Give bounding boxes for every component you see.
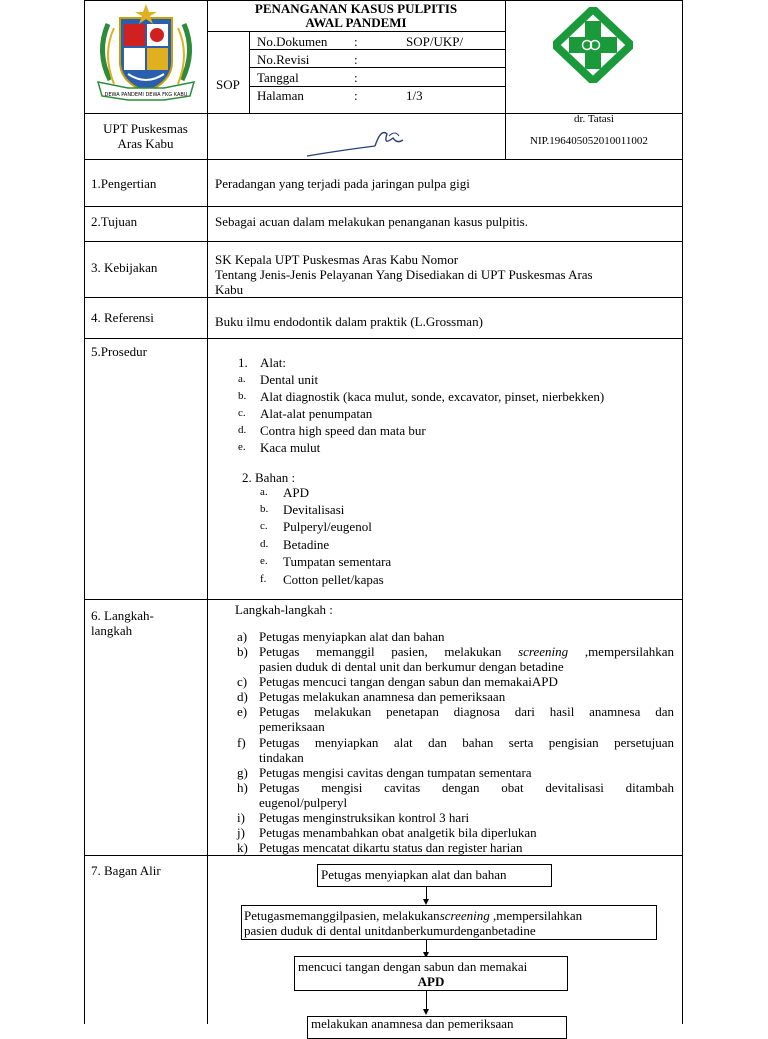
alat-marker: c. xyxy=(238,407,246,419)
bahan-item: Pulperyl/eugenol xyxy=(283,519,372,534)
flow-arrow-2 xyxy=(426,939,427,953)
header-row-label: Tanggal xyxy=(257,70,299,85)
alat-heading-number: 1. xyxy=(238,355,248,370)
label-bagan-alir: 7. Bagan Alir xyxy=(91,863,161,878)
step-marker: c) xyxy=(237,674,248,689)
step-text: Petugas menyiapkan alat dan bahan serta pengisian persetujuan xyxy=(259,735,674,750)
step-marker: i) xyxy=(237,810,245,825)
bahan-item: Cotton pellet/kapas xyxy=(283,572,384,587)
alat-marker: a. xyxy=(238,373,246,385)
flow-box-4: melakukan anamnesa dan pemeriksaan xyxy=(307,1016,567,1039)
flow-arrow-3 xyxy=(426,990,427,1010)
header-row-value: 1/3 xyxy=(406,88,423,103)
step-text-continued: pemeriksaan xyxy=(259,719,325,734)
alat-item: Alat-alat penumpatan xyxy=(260,406,373,421)
bahan-item: APD xyxy=(283,485,310,500)
header-row-colon: : xyxy=(354,70,358,85)
header-row-colon: : xyxy=(354,88,358,103)
step-text: Petugas mencuci tangan dengan sabun dan memakaiAPD xyxy=(259,674,558,689)
step-marker: h) xyxy=(237,780,248,795)
flow-box-1: Petugas menyiapkan alat dan bahan xyxy=(317,864,552,887)
bahan-marker: d. xyxy=(260,538,269,550)
svg-text:DEWA PANDEMI DEWA FKG KABU: DEWA PANDEMI DEWA FKG KABU xyxy=(104,92,188,98)
langkah-heading: Langkah-langkah : xyxy=(235,602,333,617)
header-row-label: Halaman xyxy=(257,88,304,103)
org-name-line2: Aras Kabu xyxy=(117,136,174,151)
step-text: Petugas mengisi cavitas dengan obat devitalisasi ditambah xyxy=(259,780,674,795)
alat-marker: b. xyxy=(238,390,247,402)
text-pengertian: Peradangan yang terjadi pada jaringan pulpa gigi xyxy=(215,176,470,191)
flow-box-2: Petugasmemanggilpasien, melakukanscreening ,mempersilahkan pasien duduk di dental unitdanberkumurdenganbetadine xyxy=(241,905,657,940)
step-text: Petugas menyiapkan alat dan bahan xyxy=(259,629,445,644)
alat-item: Kaca mulut xyxy=(260,440,321,455)
label-kebijakan: 3. Kebijakan xyxy=(91,260,158,275)
bahan-marker: c. xyxy=(260,520,268,532)
label-tujuan: 2.Tujuan xyxy=(91,214,138,229)
step-text: Petugas memanggil pasien, melakukan screening ,mempersilahkan xyxy=(259,644,674,659)
step-marker: k) xyxy=(237,840,248,855)
bahan-marker: b. xyxy=(260,503,269,515)
bahan-marker: e. xyxy=(260,555,268,567)
document-title-line2: AWAL PANDEMI xyxy=(305,15,407,30)
border-right xyxy=(682,0,683,1024)
puskesmas-logo xyxy=(553,7,633,83)
bahan-heading: 2. Bahan : xyxy=(242,470,296,485)
text-kebijakan-2: Tentang Jenis-Jenis Pelayanan Yang Disediakan di UPT Puskesmas Aras xyxy=(215,267,593,282)
step-text: Petugas mencatat dikartu status dan register harian xyxy=(259,840,523,855)
text-kebijakan-1: SK Kepala UPT Puskesmas Aras Kabu Nomor xyxy=(215,252,459,267)
step-marker: f) xyxy=(237,735,246,750)
header-row-label: No.Revisi xyxy=(257,52,310,67)
label-pengertian: 1.Pengertian xyxy=(91,176,157,191)
label-prosedur: 5.Prosedur xyxy=(91,344,147,359)
header-row-colon: : xyxy=(354,52,358,67)
border-left xyxy=(84,0,85,1024)
document-title-line1: PENANGANAN KASUS PULPITIS xyxy=(254,1,458,16)
alat-item: Alat diagnostik (kaca mulut, sonde, excavator, pinset, nierbekken) xyxy=(260,389,605,404)
text-tujuan: Sebagai acuan dalam melakukan penanganan kasus pulpitis. xyxy=(215,214,528,229)
bahan-marker: a. xyxy=(260,486,268,498)
step-marker: a) xyxy=(237,629,248,644)
step-marker: j) xyxy=(237,825,245,840)
step-marker: b) xyxy=(237,644,248,659)
header-row-colon: : xyxy=(354,34,358,49)
bahan-item: Tumpatan sementara xyxy=(283,554,392,569)
header-row-label: No.Dokumen xyxy=(257,34,328,49)
step-text-continued: pasien duduk di dental unit dan berkumur dengan betadine xyxy=(259,659,564,674)
text-referensi: Buku ilmu endodontik dalam praktik (L.Grossman) xyxy=(215,314,483,329)
signature-image xyxy=(303,124,413,160)
step-text-continued: tindakan xyxy=(259,750,304,765)
step-marker: e) xyxy=(237,704,248,719)
step-marker: g) xyxy=(237,765,248,780)
step-text-continued: eugenol/pulperyl xyxy=(259,795,348,810)
step-text: Petugas mengisi cavitas dengan tumpatan sementara xyxy=(259,765,532,780)
sop-label: SOP xyxy=(216,77,240,92)
label-langkah-1: 6. Langkah- xyxy=(91,608,154,623)
alat-marker: d. xyxy=(238,424,247,436)
label-referensi: 4. Referensi xyxy=(91,310,154,325)
alat-item: Dental unit xyxy=(260,372,319,387)
step-text: Petugas melakukan penetapan diagnosa dari hasil anamnesa dan xyxy=(259,704,674,719)
bahan-item: Betadine xyxy=(283,537,330,552)
flow-arrow-1 xyxy=(426,886,427,900)
step-marker: d) xyxy=(237,689,248,704)
step-text: Petugas menginstruksikan kontrol 3 hari xyxy=(259,810,470,825)
alat-heading: Alat: xyxy=(260,355,286,370)
label-langkah-2: langkah xyxy=(91,623,133,638)
text-kebijakan-3: Kabu xyxy=(215,282,244,297)
bahan-marker: f. xyxy=(260,573,267,585)
alat-item: Contra high speed dan mata bur xyxy=(260,423,426,438)
org-name-line1: UPT Puskesmas xyxy=(103,121,188,136)
signer-name: dr. Tatasi xyxy=(574,113,614,125)
bahan-item: Devitalisasi xyxy=(283,502,345,517)
header-row-value: SOP/UKP/ xyxy=(406,34,464,49)
signer-nip: NIP.196405052010011002 xyxy=(530,135,648,147)
step-text: Petugas menambahkan obat analgetik bila diperlukan xyxy=(259,825,537,840)
regency-emblem-logo xyxy=(88,2,204,110)
alat-marker: e. xyxy=(238,441,246,453)
step-text: Petugas melakukan anamnesa dan pemeriksaan xyxy=(259,689,506,704)
flow-box-3: mencuci tangan dengan sabun dan memakai APD xyxy=(294,956,568,991)
